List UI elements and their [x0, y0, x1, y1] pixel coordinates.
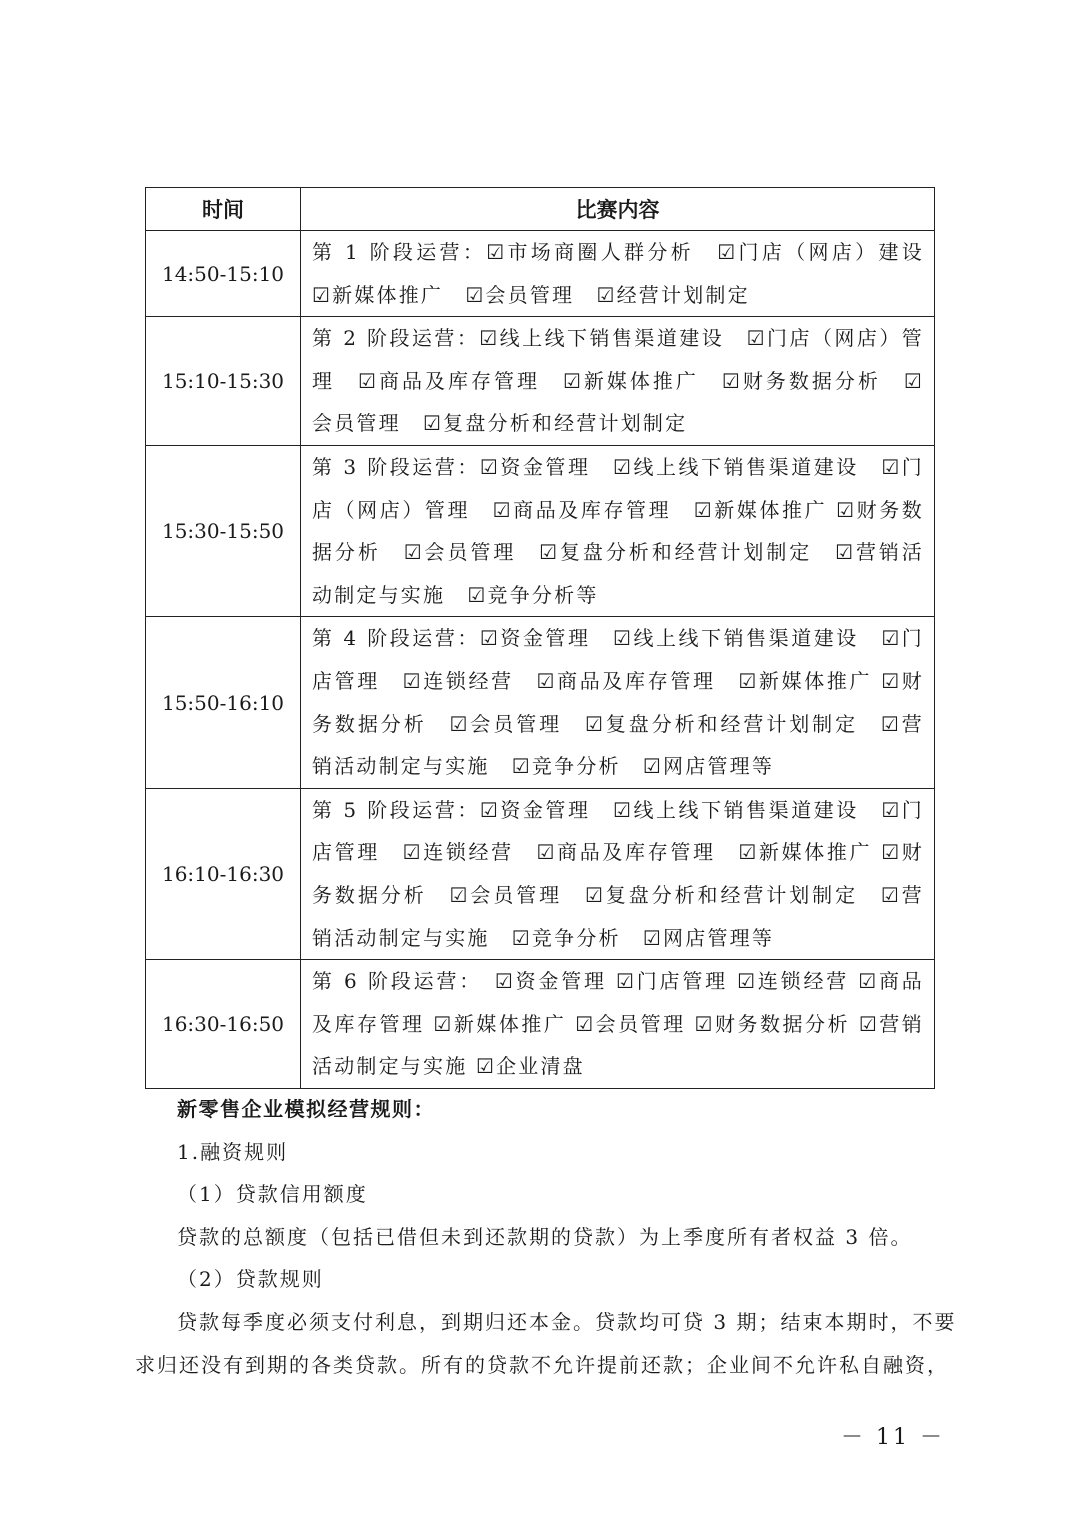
- paragraph-loan-rules-line1: 贷款每季度必须支付利息，到期归还本金。贷款均可贷 3 期；结束本期时，不要: [177, 1310, 957, 1334]
- row-time: 15:50-16:10: [146, 617, 301, 788]
- subsection-credit-limit: （1）贷款信用额度: [177, 1182, 368, 1206]
- row-time: 14:50-15:10: [146, 231, 301, 317]
- table-header-row: [146, 188, 935, 231]
- row-content: 第 3 阶段运营：☑资金管理 ☑线上线下销售渠道建设 ☑门店（网店）管理 ☑商品及库存管理 ☑新媒体推广 ☑财务数据分析 ☑会员管理 ☑复盘分析和经营计划制定 ☑营销活动制定与实施 ☑竞争分析等: [301, 445, 935, 616]
- row-time: 16:30-16:50: [146, 960, 301, 1089]
- section-financing-title: 1.融资规则: [177, 1140, 289, 1164]
- page-number: － 11 －: [841, 1425, 945, 1450]
- table-row: [146, 317, 935, 446]
- header-content: 比赛内容: [301, 188, 935, 231]
- table-row: [146, 788, 935, 959]
- row-content: 第 2 阶段运营：☑线上线下销售渠道建设 ☑门店（网店）管理 ☑商品及库存管理 ☑新媒体推广 ☑财务数据分析 ☑会员管理 ☑复盘分析和经营计划制定: [301, 317, 935, 446]
- row-content: 第 6 阶段运营： ☑资金管理 ☑门店管理 ☑连锁经营 ☑商品及库存管理 ☑新媒体推广 ☑会员管理 ☑财务数据分析 ☑营销活动制定与实施 ☑企业清盘: [301, 960, 935, 1089]
- table-row: [146, 960, 935, 1089]
- rules-heading: 新零售企业模拟经营规则：: [177, 1097, 435, 1121]
- table-row: [146, 445, 935, 616]
- row-content: 第 5 阶段运营：☑资金管理 ☑线上线下销售渠道建设 ☑门店管理 ☑连锁经营 ☑商品及库存管理 ☑新媒体推广 ☑财务数据分析 ☑会员管理 ☑复盘分析和经营计划制定 ☑营销活动制定与实施 ☑竞争分析 ☑网店管理等: [301, 788, 935, 959]
- row-time: 16:10-16:30: [146, 788, 301, 959]
- row-time: 15:10-15:30: [146, 317, 301, 446]
- table-row: [146, 231, 935, 317]
- row-time: 15:30-15:50: [146, 445, 301, 616]
- paragraph-credit-limit: 贷款的总额度（包括已借但未到还款期的贷款）为上季度所有者权益 3 倍。: [177, 1225, 913, 1249]
- header-time: 时间: [146, 188, 301, 231]
- competition-schedule-table: [145, 187, 947, 1089]
- row-content: 第 1 阶段运营：☑市场商圈人群分析 ☑门店（网店）建设 ☑新媒体推广 ☑会员管理 ☑经营计划制定: [301, 231, 935, 317]
- paragraph-loan-rules-line2: 求归还没有到期的各类贷款。所有的贷款不允许提前还款；企业间不允许私自融资，: [135, 1353, 949, 1377]
- row-content: 第 4 阶段运营：☑资金管理 ☑线上线下销售渠道建设 ☑门店管理 ☑连锁经营 ☑商品及库存管理 ☑新媒体推广 ☑财务数据分析 ☑会员管理 ☑复盘分析和经营计划制定 ☑营销活动制定与实施 ☑竞争分析 ☑网店管理等: [301, 617, 935, 788]
- subsection-loan-rules: （2）贷款规则: [177, 1267, 324, 1291]
- table-row: [146, 617, 935, 788]
